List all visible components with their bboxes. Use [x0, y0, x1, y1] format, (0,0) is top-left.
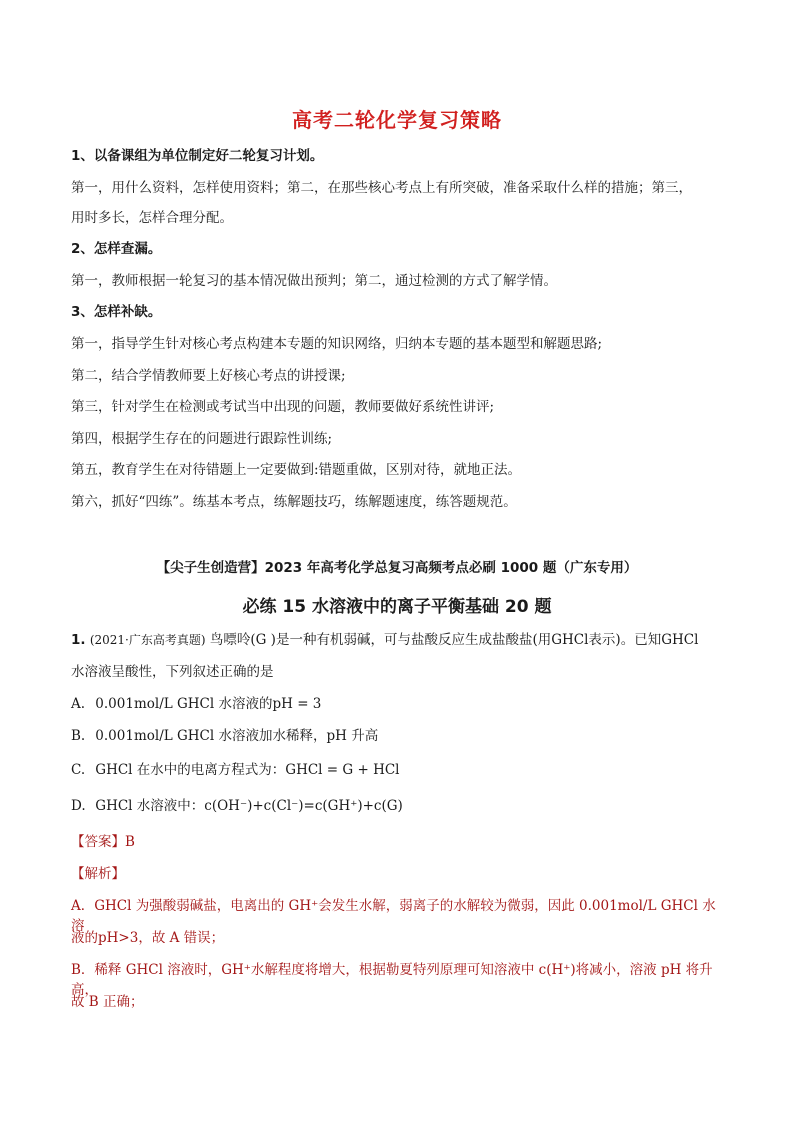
- option-c-label: C.: [71, 762, 86, 778]
- option-d-text: GHCl 水溶液中：c(OH⁻)+c(Cl⁻)=c(GH⁺)+c(G): [95, 798, 403, 814]
- page-title: 高考二轮化学复习策略: [292, 108, 502, 132]
- option-c-text: GHCl 在水中的电离方程式为：GHCl = G + HCl: [95, 762, 400, 778]
- question-stem-line-1: [71, 630, 723, 650]
- section-1-line-1: 第一，用什么资料，怎样使用资料；第二，在那些核心考点上有所突破，准备采取什么样的措施；第三，: [71, 180, 692, 196]
- section-3-line-4: 第四，根据学生存在的问题进行跟踪性训练;: [71, 431, 333, 447]
- section-3-line-2: 第二，结合学情教师要上好核心考点的讲授课;: [71, 368, 346, 384]
- analysis-line-2: 液的pH>3，故 A 错误；: [71, 930, 225, 946]
- section-3-line-6: 第六，抓好“四练”。练基本考点，练解题技巧，练解题速度，练答题规范。: [71, 494, 517, 510]
- section-2-line-1: 第一，教师根据一轮复习的基本情况做出预判；第二，通过检测的方式了解学情。: [71, 273, 557, 289]
- section-3-line-3: 第三，针对学生在检测或考试当中出现的问题，教师要做好系统性讲评;: [71, 399, 495, 415]
- section-1-line-2: 用时多长，怎样合理分配。: [71, 210, 233, 226]
- question-stem-text: 鸟嘌呤(G )是一种有机弱碱，可与盐酸反应生成盐酸盐(用GHCl表示)。已知GHCl: [209, 632, 699, 648]
- analysis-line-1: A．GHCl 为强酸弱碱盐，电离出的 GH⁺会发生水解，弱离子的水解较为微弱，因此 0.001mol/L GHCl 水溶: [71, 898, 716, 934]
- analysis-label: 【解析】: [71, 866, 125, 882]
- analysis-line-3: B．稀释 GHCl 溶液时，GH⁺水解程度将增大，根据勒夏特列原理可知溶液中 c(H⁺)将减小，溶液 pH 将升高，: [71, 962, 713, 998]
- option-b-label: B.: [71, 728, 86, 744]
- option-d[interactable]: [71, 796, 723, 816]
- option-a-label: A.: [71, 696, 86, 712]
- series-subtitle: 【尖子生创造营】2023 年高考化学总复习高频考点必刷 1000 题（广东专用）: [156, 560, 638, 576]
- section-1-heading: 1、以备课组为单位制定好二轮复习计划。: [71, 148, 324, 164]
- option-b[interactable]: [71, 726, 723, 746]
- question-stem-line-2: 水溶液呈酸性，下列叙述正确的是: [71, 664, 274, 680]
- section-3-heading: 3、怎样补缺。: [71, 304, 162, 320]
- question-source: (2021·广东高考真题): [89, 633, 206, 647]
- exercise-title: 必练 15 水溶液中的离子平衡基础 20 题: [242, 597, 552, 617]
- option-a[interactable]: [71, 694, 723, 714]
- section-2-heading: 2、怎样查漏。: [71, 241, 162, 257]
- analysis-line-4: 故 B 正确；: [71, 994, 144, 1010]
- option-d-label: D.: [71, 798, 86, 814]
- option-b-text: 0.001mol/L GHCl 水溶液加水稀释，pH 升高: [95, 728, 379, 744]
- section-3-line-5: 第五，教育学生在对待错题上一定要做到:错题重做，区别对待，就地正法。: [71, 462, 522, 478]
- question-number: 1.: [71, 632, 86, 648]
- section-3-line-1: 第一，指导学生针对核心考点构建本专题的知识网络，归纳本专题的基本题型和解题思路;: [71, 336, 603, 352]
- option-c[interactable]: [71, 760, 723, 780]
- option-a-text: 0.001mol/L GHCl 水溶液的pH = 3: [95, 696, 322, 712]
- answer-label: 【答案】B: [71, 834, 135, 850]
